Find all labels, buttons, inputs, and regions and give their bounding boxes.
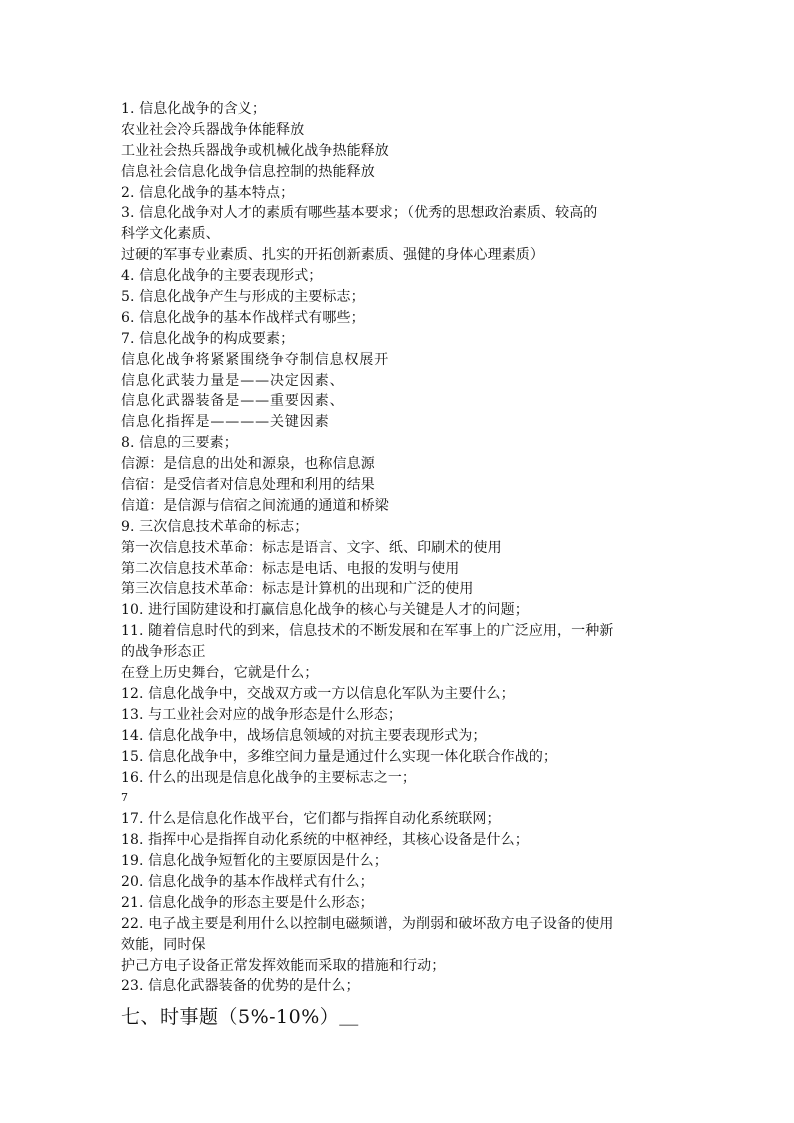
- section-heading: 七、时事题（5%-10%）＿: [121, 1006, 359, 1029]
- text-line: 农业社会冷兵器战争体能释放: [121, 121, 305, 138]
- text-line: 17. 什么是信息化作战平台，它们都与指挥自动化系统联网；: [121, 811, 501, 828]
- text-line: 23. 信息化武器装备的优势的是什么；: [121, 978, 360, 995]
- text-line: 护己方电子设备正常发挥效能而采取的措施和行动；: [121, 957, 446, 974]
- text-line: 7. 信息化战争的构成要素；: [121, 330, 295, 347]
- text-line: 8. 信息的三要素；: [121, 435, 238, 452]
- document-page: [121, 99, 681, 1031]
- text-line: 科学文化素质、: [121, 226, 220, 243]
- text-line: 在登上历史舞台，它就是什么；: [121, 665, 319, 682]
- text-line: 的战争形态正: [121, 644, 206, 661]
- text-line: 信道：是信源与信宿之间流通的通道和桥梁: [121, 497, 389, 514]
- text-line: 信源：是信息的出处和源泉，也称信息源: [121, 456, 375, 473]
- text-line: 3. 信息化战争对人才的素质有哪些基本要求；（优秀的思想政治素质、较高的: [121, 205, 598, 222]
- text-line: 19. 信息化战争短暂化的主要原因是什么；: [121, 853, 388, 870]
- text-line: 工业社会热兵器战争或机械化战争热能释放: [121, 142, 389, 159]
- text-line: 10. 进行国防建设和打赢信息化战争的核心与关键是人才的问题；: [121, 602, 529, 619]
- text-line: 15. 信息化战争中，多维空间力量是通过什么实现一体化联合作战的；: [121, 748, 558, 765]
- text-line: 12. 信息化战争中，交战双方或一方以信息化军队为主要什么；: [121, 685, 515, 702]
- text-line: 13. 与工业社会对应的战争形态是什么形态；: [121, 706, 402, 723]
- text-line: 信宿：是受信者对信息处理和利用的结果: [121, 477, 375, 494]
- text-line: 9. 三次信息技术革命的标志；: [121, 518, 309, 535]
- text-line: 过硬的军事专业素质、扎实的开拓创新素质、强健的身体心理素质）: [121, 247, 544, 264]
- text-line: 1. 信息化战争的含义；: [121, 101, 267, 117]
- text-line: 信息化战争将紧紧围绕争夺制信息权展开: [121, 351, 390, 368]
- text-line: 5. 信息化战争产生与形成的主要标志；: [121, 289, 365, 306]
- text-line: 信息化武器装备是——重要因素、: [121, 393, 345, 410]
- text-line: 6. 信息化战争的基本作战样式有哪些；: [121, 309, 365, 326]
- text-line: 第二次信息技术革命：标志是电话、电报的发明与使用: [121, 560, 460, 577]
- text-line: 2. 信息化战争的基本特点；: [121, 184, 295, 201]
- page-number: 7: [121, 791, 129, 805]
- text-line: 信息化武装力量是——决定因素、: [121, 372, 345, 389]
- text-line: 14. 信息化战争中，战场信息领域的对抗主要表现形式为；: [121, 727, 487, 744]
- text-line: 效能，同时保: [121, 936, 206, 953]
- text-line: 信息化指挥是————关键因素: [121, 414, 330, 431]
- text-line: 16. 什么的出现是信息化战争的主要标志之一；: [121, 769, 417, 786]
- text-line: 22. 电子战主要是利用什么以控制电磁频谱，为削弱和破坏敌方电子设备的使用: [121, 915, 614, 932]
- text-line: 信息社会信息化战争信息控制的热能释放: [121, 163, 375, 180]
- text-line: 20. 信息化战争的基本作战样式有什么；: [121, 873, 374, 890]
- text-line: 第三次信息技术革命：标志是计算机的出现和广泛的使用: [121, 581, 474, 598]
- text-line: 18. 指挥中心是指挥自动化系统的中枢神经，其核心设备是什么；: [121, 832, 529, 849]
- text-line: 21. 信息化战争的形态主要是什么形态；: [121, 894, 374, 911]
- text-line: 4. 信息化战争的主要表现形式；: [121, 268, 323, 285]
- text-line: 11. 随着信息时代的到来，信息技术的不断发展和在军事上的广泛应用，一种新: [121, 623, 614, 640]
- text-line: 第一次信息技术革命：标志是语言、文字、纸、印刷术的使用: [121, 539, 502, 556]
